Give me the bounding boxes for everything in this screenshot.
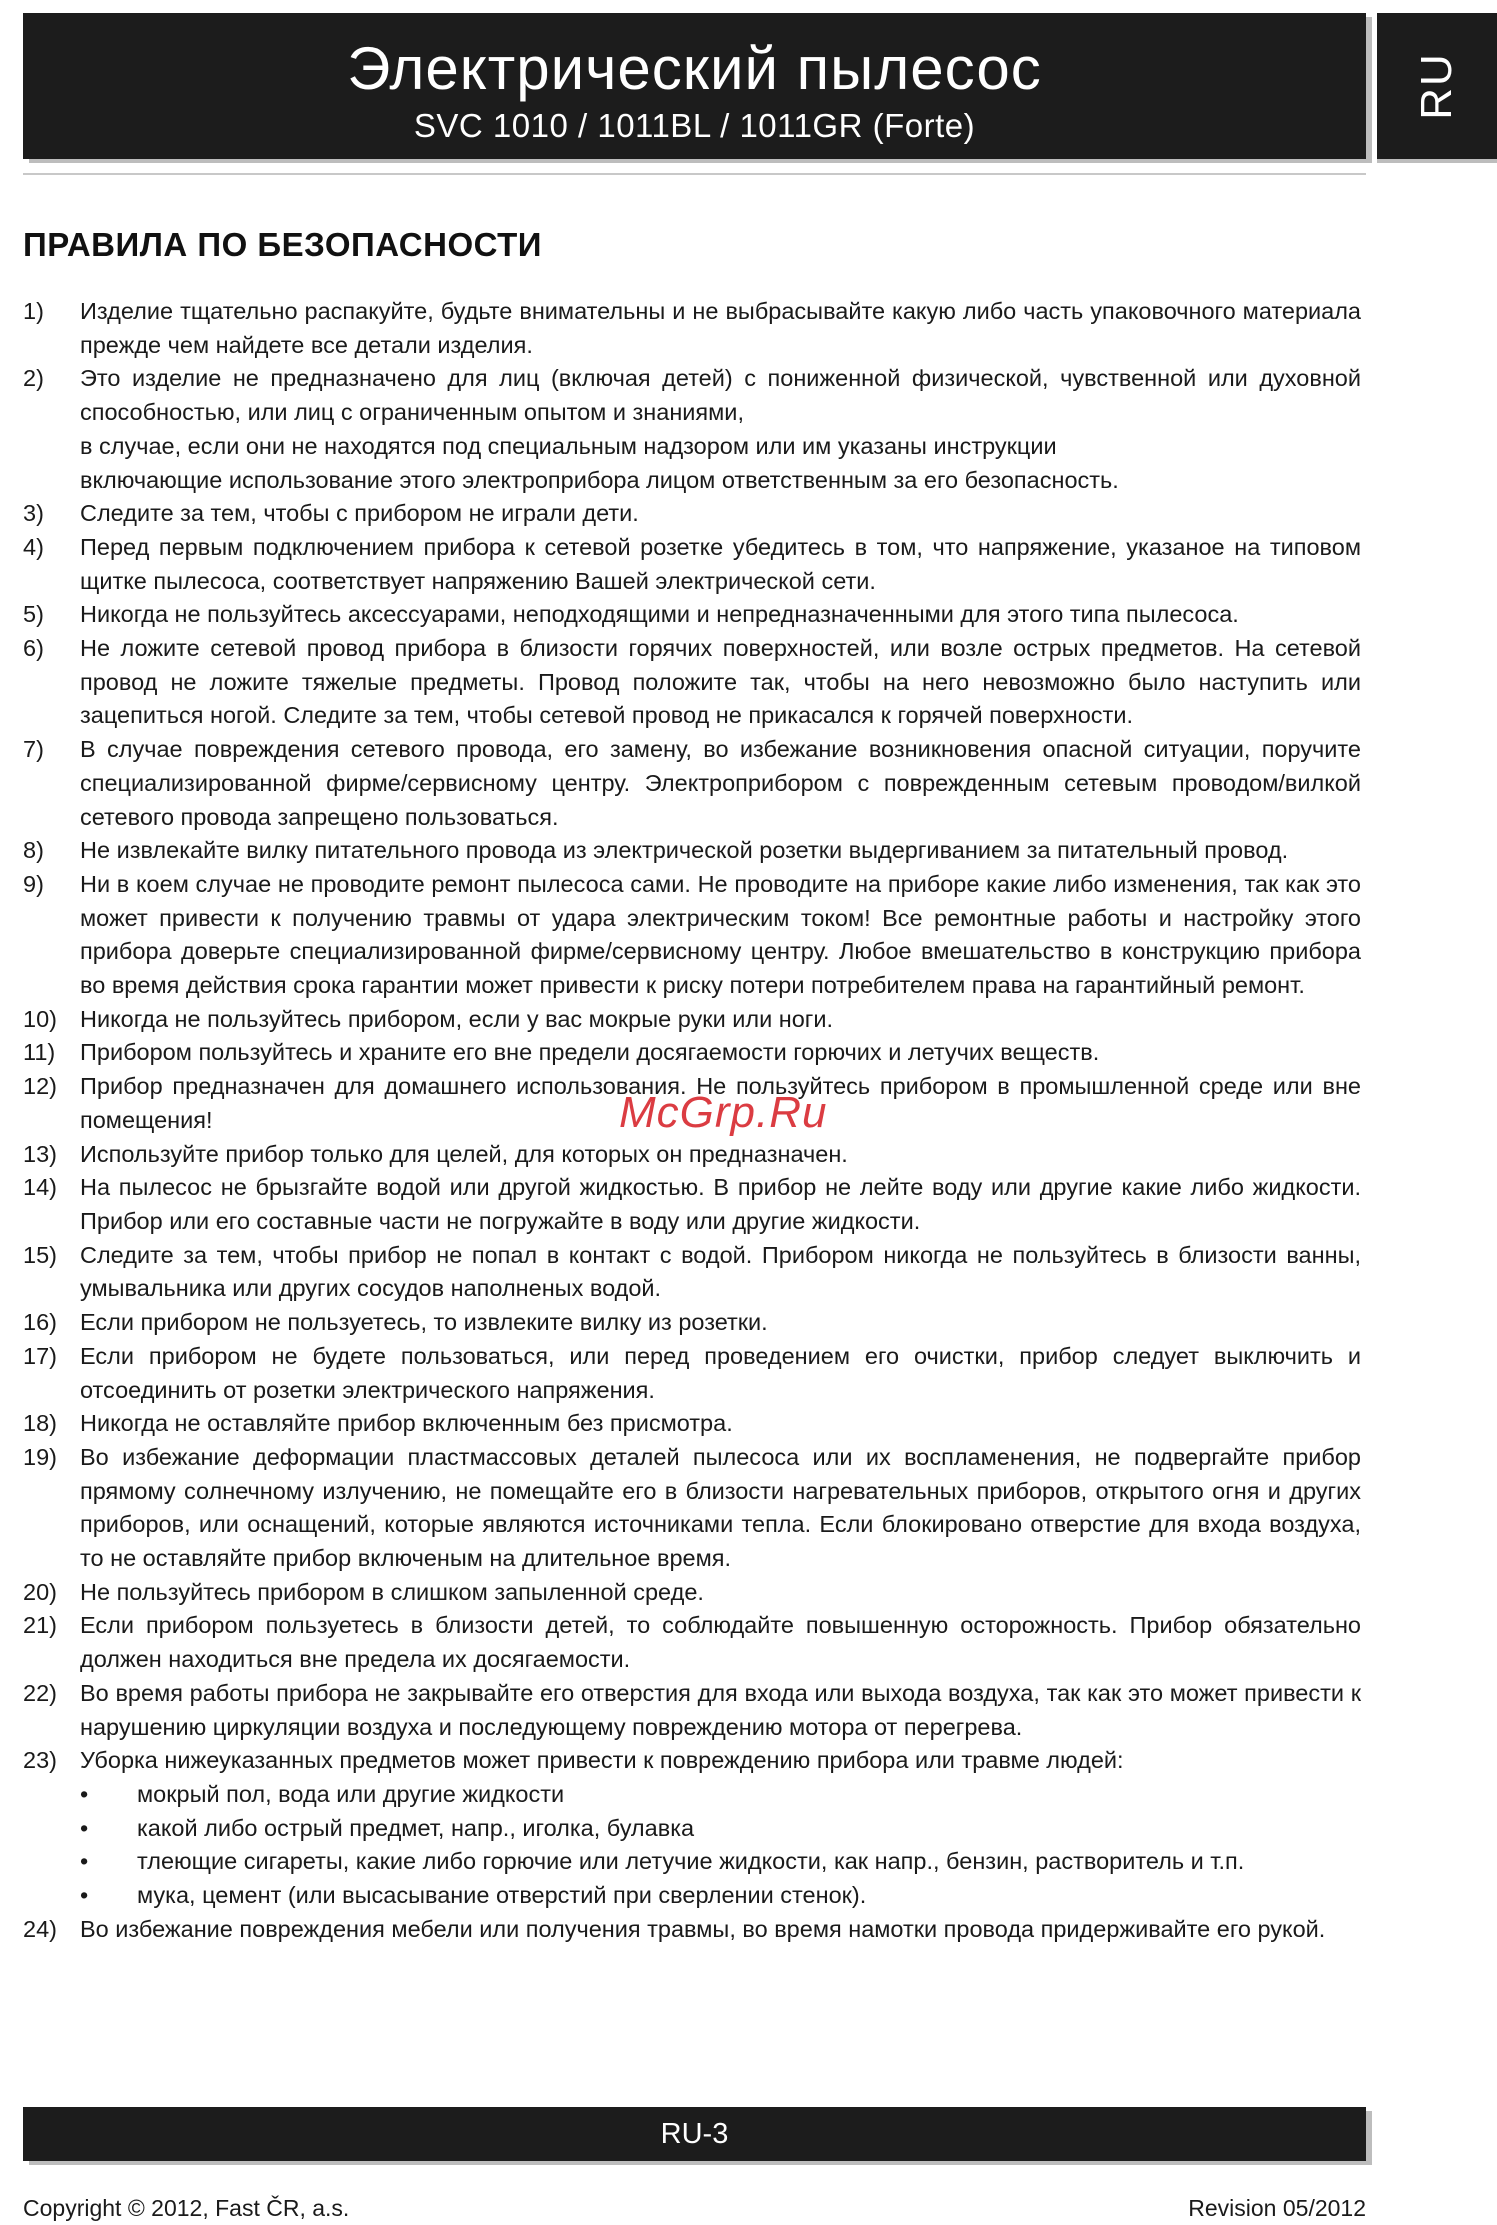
rule-number: 14) (23, 1174, 57, 1201)
rule-body (80, 1036, 1361, 1070)
bullet-icon: • (80, 1780, 89, 1807)
safety-rule-item (23, 1003, 1361, 1037)
safety-rule-item (23, 1340, 1361, 1407)
rule-body (80, 1913, 1361, 1947)
rule-body (80, 1306, 1361, 1340)
safety-rule-item (23, 497, 1361, 531)
safety-rule-item (23, 1744, 1361, 1778)
bullet-icon: • (80, 1814, 89, 1841)
revision-text: Revision 05/2012 (1188, 2195, 1366, 2221)
safety-rule-item (23, 733, 1361, 834)
rule-text: Прибор предназначен для домашнего использования. Не пользуйтесь прибором в промышленной среде или вне помещения! (80, 1073, 1361, 1133)
rule-text: В случае повреждения сетевого провода, его замену, во избежание возникновения опасной ситуации, поручите специализированной фирме/сервисному центру. Электроприбором с поврежденным сетевым проводом/вилкой сетевого провода запрещено пользоваться. (80, 736, 1361, 830)
rule-number: 17) (23, 1342, 57, 1369)
rule-body (80, 1677, 1361, 1744)
rule-number: 16) (23, 1309, 57, 1336)
section-heading: ПРАВИЛА ПО БЕЗОПАСНОСТИ (23, 226, 543, 263)
bullet-text: тлеющие сигареты, какие либо горючие или летучие жидкости, как напр., бензин, растворитель и т.п. (137, 1848, 1245, 1875)
bullet-item (23, 1845, 1361, 1879)
rule-body (80, 295, 1361, 362)
rule-number: 5) (23, 601, 44, 628)
safety-rule-item (23, 1407, 1361, 1441)
bullet-item (23, 1879, 1361, 1913)
language-label: RU (1412, 52, 1461, 120)
rule-number: 13) (23, 1140, 57, 1167)
rule-text: Следите за тем, чтобы с прибором не играли дети. (80, 500, 639, 527)
bullet-item (23, 1778, 1361, 1812)
rule-number: 21) (23, 1612, 57, 1639)
safety-rule-item (23, 1913, 1361, 1947)
rule-body (80, 497, 1361, 531)
rule-number: 6) (23, 635, 44, 662)
rule-number: 18) (23, 1410, 57, 1437)
rule-text: Используйте прибор только для целей, для которых он предназначен. (80, 1140, 848, 1167)
rule-body (80, 1744, 1361, 1778)
rule-body (80, 598, 1361, 632)
rule-number: 7) (23, 736, 44, 763)
rule-number: 24) (23, 1915, 57, 1942)
rule-number: 15) (23, 1241, 57, 1268)
safety-rule-item (23, 362, 1361, 497)
rule-text: Уборка нижеуказанных предметов может привести к повреждению прибора или травме людей: (80, 1747, 1124, 1774)
rule-body (80, 1609, 1361, 1676)
rule-number: 9) (23, 870, 44, 897)
bullet-text: какой либо острый предмет, напр., иголка, булавка (137, 1814, 695, 1841)
rule-number: 3) (23, 500, 44, 527)
rule-text: Если прибором пользуетесь в близости детей, то соблюдайте повышенную осторожность. Прибор обязательно должен находиться вне предела их досягаемости. (80, 1612, 1361, 1673)
bullet-icon: • (80, 1882, 89, 1909)
rule-text: Перед первым подключением прибора к сетевой розетке убедитесь в том, что напряжение, указаное на типовом щитке пылесоса, соответствует напряжению Вашей электрической сети. (80, 533, 1361, 594)
rule-text: Во избежание повреждения мебели или получения травмы, во время намотки провода придерживайте его рукой. (80, 1915, 1326, 1942)
safety-rule-item (23, 834, 1361, 868)
rule-body (80, 1138, 1361, 1172)
model-subtitle: SVC 1010 / 1011BL / 1011GR (Forte) (413, 107, 976, 144)
rule-number: 23) (23, 1747, 57, 1774)
rule-body (80, 1003, 1361, 1037)
bullet-item (23, 1812, 1361, 1846)
rule-text: Если прибором не пользуетесь, то извлеките вилку из розетки. (80, 1309, 768, 1336)
rule-text: Следите за тем, чтобы прибор не попал в контакт с водой. Прибором никогда не пользуйтесь в близости ванны, умывальника или других сосудов наполненых водой. (80, 1241, 1361, 1302)
safety-rule-item (23, 1441, 1361, 1576)
header-divider (23, 173, 1366, 175)
document-title: Электрический пылесос (347, 35, 1042, 102)
rule-text: Во избежание деформации пластмассовых деталей пылесоса или их воспламенения, не подвергайте прибор прямому солнечному излучению, не помещайте его в близости нагревательных приборов, открытого огня и других приборов, или оснащений, которые являются источниками тепла. Если блокировано отверстие для входа воздуха, то не оставляйте прибор включеным на длительное время. (80, 1443, 1361, 1572)
rule-body (80, 1340, 1361, 1407)
rule-number: 10) (23, 1005, 57, 1032)
rule-text: Не извлекайте вилку питательного провода из электрической розетки выдергиванием за питательный провод. (80, 837, 1289, 864)
rule-text: Никогда не оставляйте прибор включенным без присмотра. (80, 1410, 733, 1437)
rule-number: 19) (23, 1443, 57, 1470)
safety-rule-item (23, 1138, 1361, 1172)
rule-text: Никогда не пользуйтесь аксессуарами, неподходящими и непредназначенными для этого типа пылесоса. (80, 601, 1239, 628)
safety-rule-item (23, 868, 1361, 1003)
footer-bar (23, 2107, 1366, 2161)
rule-body (80, 1441, 1361, 1576)
safety-rule-item (23, 632, 1361, 733)
safety-rule-item (23, 598, 1361, 632)
safety-rule-item (23, 531, 1361, 598)
rule-text: Изделие тщательно распакуйте, будьте внимательны и не выбрасывайте какую либо часть упаковочного материала прежде чем найдете все детали изделия. (80, 298, 1361, 358)
rule-body (80, 1171, 1361, 1238)
copyright-text: Copyright © 2012, Fast ČR, a.s. (23, 2195, 350, 2221)
rule-number: 12) (23, 1073, 57, 1100)
rule-text: Это изделие не предназначено для лиц (включая детей) с пониженной физической, чувственной или духовной способностью, или лиц с ограниченным опытом и знаниями, (80, 365, 1361, 426)
safety-rule-item (23, 1171, 1361, 1238)
rule-text: Никогда не пользуйтесь прибором, если у вас мокрые руки или ноги. (80, 1005, 833, 1032)
bullet-text: мокрый пол, вода или другие жидкости (137, 1780, 565, 1807)
rule-body (80, 1407, 1361, 1441)
rule-body (80, 1239, 1361, 1306)
rule-text: Не ложите сетевой провод прибора в близости горячих поверхностей, или возле острых предметов. На сетевой провод не ложите тяжелые предметы. Провод положите так, чтобы на него невозможно было наступить или зацепиться ногой. Следите за тем, чтобы сетевой провод не прикасался к горячей поверхности. (80, 635, 1361, 729)
language-tab (1377, 13, 1497, 159)
rule-number: 11) (23, 1039, 56, 1066)
rule-text: На пылесос не брызгайте водой или другой жидкостью. В прибор не лейте воду или другие какие либо жидкости. Прибор или его составные части не погружайте в воду или другие жидкости. (80, 1174, 1361, 1234)
safety-rule-item (23, 1036, 1361, 1070)
rule-text: включающие использование этого электроприбора лицом ответственным за его безопасность. (80, 466, 1119, 493)
rule-number: 1) (23, 298, 44, 324)
document-header (23, 13, 1366, 159)
safety-rule-item (23, 1677, 1361, 1744)
rule-body (80, 1576, 1361, 1610)
rule-text: Если прибором не будете пользоваться, или перед проведением его очистки, прибор следует выключить и отсоединить от розетки электрического напряжения. (80, 1342, 1361, 1403)
rule-number: 8) (23, 837, 44, 864)
rule-text: в случае, если они не находятся под специальным надзором или им указаны инструкции (80, 432, 1057, 459)
rule-body (80, 531, 1361, 598)
rule-number: 20) (23, 1578, 57, 1605)
rule-number: 4) (23, 533, 44, 560)
safety-rule-item (23, 295, 1361, 362)
page-number: RU-3 (660, 2118, 729, 2150)
rule-text: Не пользуйтесь прибором в слишком запыленной среде. (80, 1578, 704, 1605)
rule-body (80, 362, 1361, 497)
rule-body (80, 868, 1361, 1003)
rule-text: Во время работы прибора не закрывайте его отверстия для входа или выхода воздуха, так как это может привести к нарушению циркуляции воздуха и последующему повреждению мотора от перегрева. (80, 1679, 1361, 1740)
safety-rule-item (23, 1239, 1361, 1306)
watermark: McGrp.Ru (619, 1088, 828, 1137)
bullet-text: мука, цемент (или высасывание отверстий при сверлении стенок). (137, 1882, 867, 1909)
rule-body (80, 733, 1361, 834)
bullet-icon: • (80, 1848, 89, 1875)
rule-number: 22) (23, 1679, 57, 1706)
rule-text: Прибором пользуйтесь и храните его вне предели досягаемости горючих и летучих веществ. (80, 1039, 1100, 1066)
safety-rule-item (23, 1576, 1361, 1610)
safety-rule-item (23, 1306, 1361, 1340)
rule-body (80, 632, 1361, 733)
rule-number: 2) (23, 365, 44, 392)
safety-rule-item (23, 1609, 1361, 1676)
rule-body (80, 834, 1361, 868)
rule-text: Ни в коем случае не проводите ремонт пылесоса сами. Не проводите на приборе какие либо изменения, так как это может привести к получению травмы от удара электрическим током! Все ремонтные работы и настройку этого прибора доверьте специализированной фирме/сервисному центру. Любое вмешательство в конструкцию прибора во время действия срока гарантии может привести к риску потери потребителем права на гарантийный ремонт. (80, 870, 1361, 999)
